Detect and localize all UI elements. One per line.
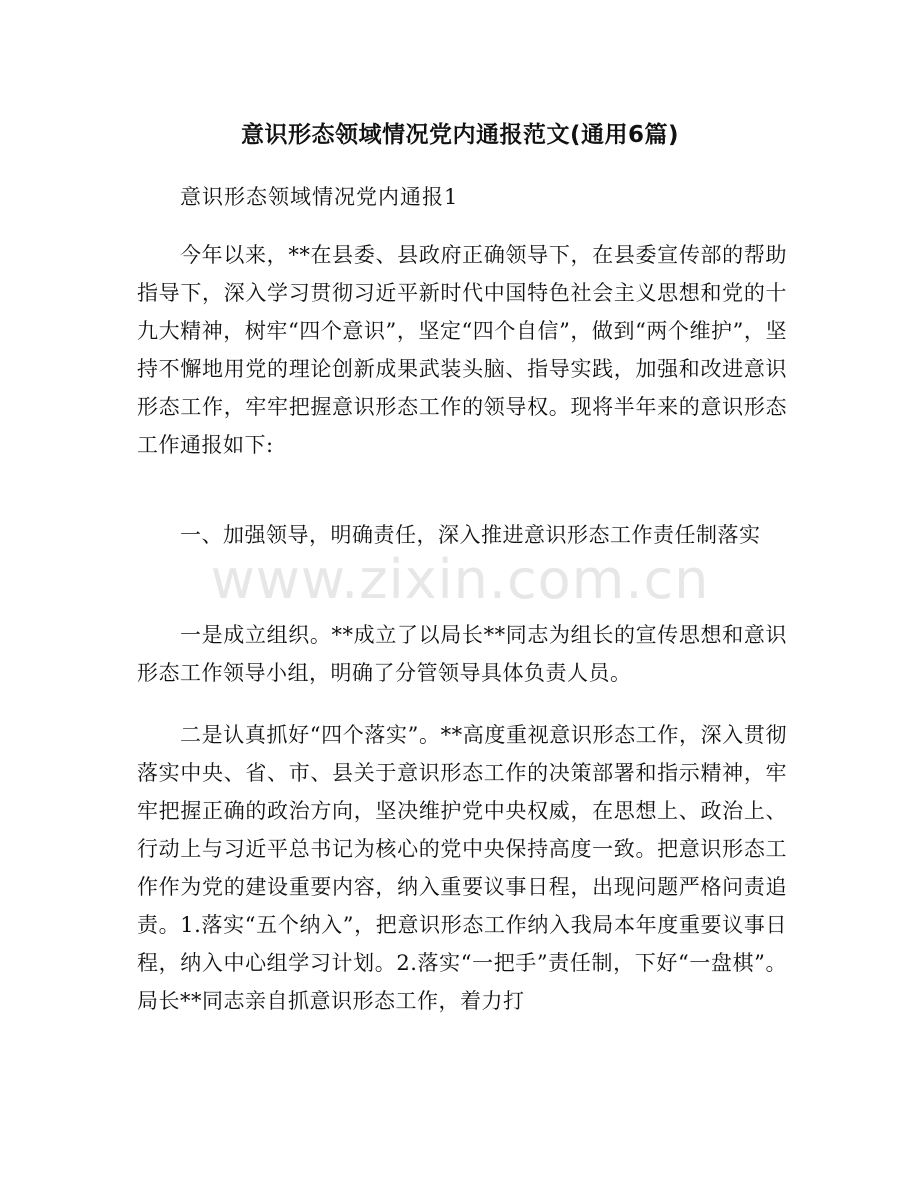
paragraph-intro: 今年以来，**在县委、县政府正确领导下，在县委宣传部的帮助指导下，深入学习贯彻习近平新时代中国特色社会主义思想和党的十九大精神，树牢“四个意识”，坚定“四个自信”，做到“两个维护”，坚持不懈地用党的理论创新成果武装头脑、指导实践，加强和改进意识形态工作，牢牢把握意识形态工作的领导权。现将半年来的意识形态工作通报如下: — [137, 243, 787, 457]
paragraph-point-one: 一是成立组织。**成立了以局长**同志为组长的宣传思想和意识形态工作领导小组，明确了分管领导具体负责人员。 — [137, 623, 787, 685]
document-subtitle: 意识形态领域情况党内通报1 — [180, 185, 459, 209]
watermark: www.zixin.com.cn — [210, 548, 710, 611]
document-title: 意识形态领域情况党内通报范文(通用6篇) — [240, 122, 680, 148]
paragraph-section-heading: 一、加强领导，明确责任，深入推进意识形态工作责任制落实 — [180, 523, 761, 547]
paragraph-point-two: 二是认真抓好“四个落实”。**高度重视意识形态工作，深入贯彻落实中央、省、市、县关于意识形态工作的决策部署和指示精神，牢牢把握正确的政治方向，坚决维护党中央权威，在思想上、政治上、行动上与习近平总书记为核心的党中央保持高度一致。把意识形态工作作为党的建设重要内容，纳入重要议事日程，出现问题严格问责追责。1.落实“五个纳入”，把意识形态工作纳入我局本年度重要议事日程，纳入中心组学习计划。2.落实“一把手”责任制，下好“一盘棋”。局长**同志亲自抓意识形态工作，着力打 — [137, 723, 787, 1013]
